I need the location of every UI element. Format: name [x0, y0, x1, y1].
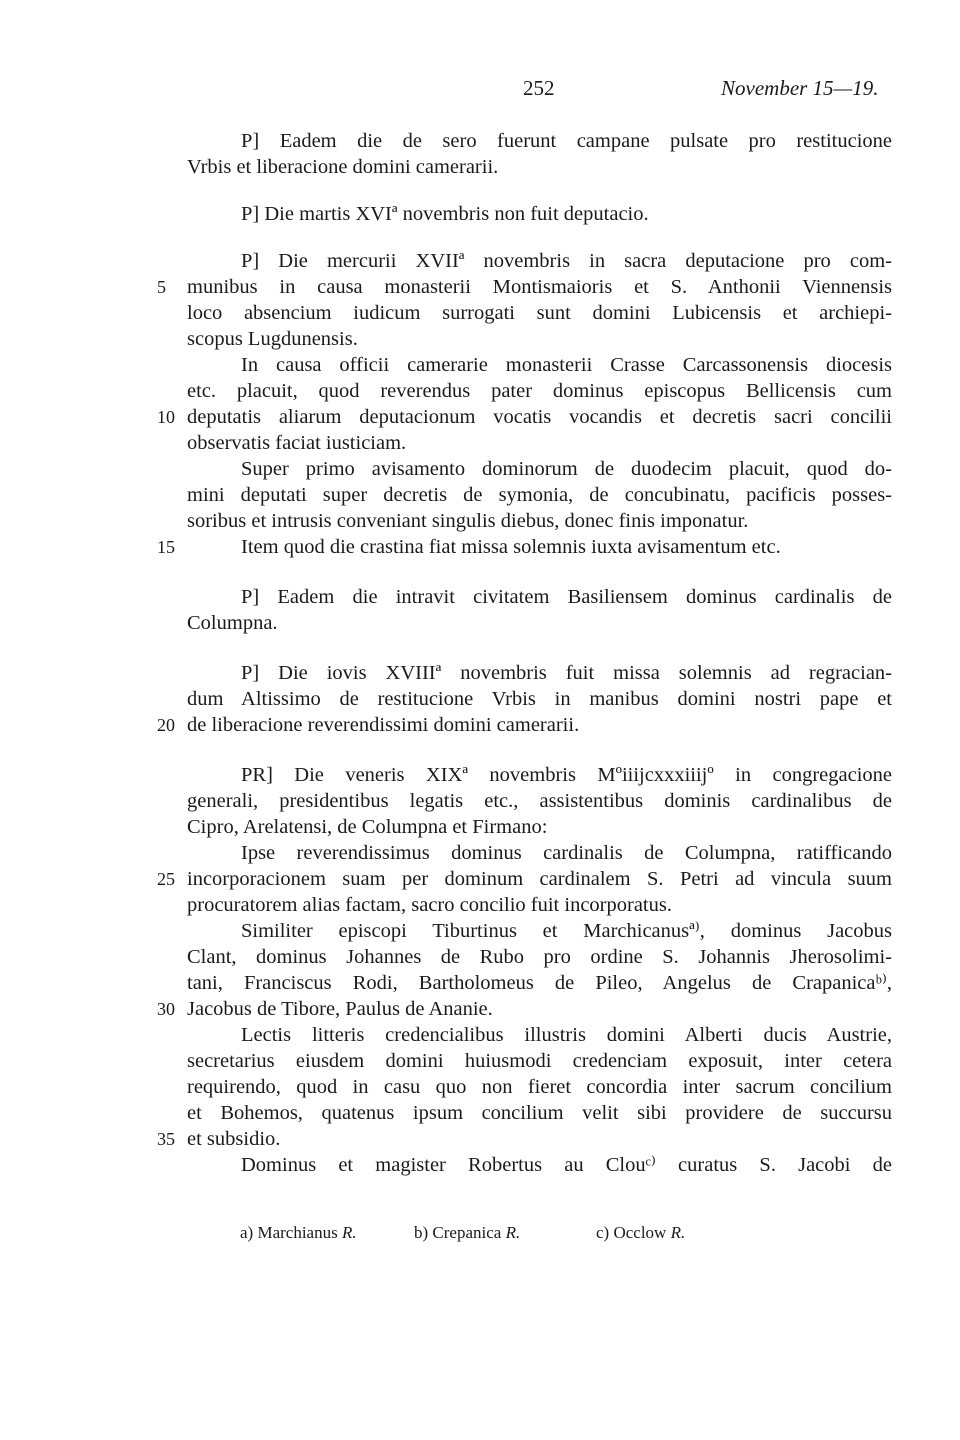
text-line [0, 1152, 960, 1178]
line-text: P] Die mercurii XVIIª novembris in sacra deputacione pro com- [241, 250, 892, 272]
footnote-source: R. [505, 1223, 521, 1242]
text-line [0, 430, 960, 456]
text-line [0, 814, 960, 840]
line-text: Ipse reverendissimus dominus cardinalis de Columpna, ratifficando [241, 842, 892, 864]
line-text: Jacobus de Tibore, Paulus de Ananie. [187, 998, 493, 1020]
text-line [0, 660, 960, 686]
footnote-mark: b) [414, 1223, 429, 1242]
line-text: Lectis litteris credencialibus illustris domini Alberti ducis Austrie, [241, 1024, 892, 1046]
footnotes [0, 1220, 960, 1246]
text-line [0, 970, 960, 996]
text-line [0, 918, 960, 944]
line-number: 15 [157, 537, 175, 557]
text-line [0, 154, 960, 180]
line-text: P] Eadem die intravit civitatem Basiliensem dominus cardinalis de [241, 586, 892, 608]
line-text: tani, Franciscus Rodi, Bartholomeus de Pileo, Angelus de Crapanicaᵇ⁾, [187, 972, 892, 994]
text-line [0, 300, 960, 326]
line-text: munibus in causa monasterii Montismaioris et S. Anthonii Viennensis [187, 276, 892, 298]
text-line [0, 892, 960, 918]
line-text: In causa officii camerarie monasterii Crasse Carcassonensis diocesis [241, 354, 892, 376]
line-text: P] Die iovis XVIIIª novembris fuit missa solemnis ad regracian- [241, 662, 892, 684]
line-text: et Bohemos, quatenus ipsum concilium velit sibi providere de succursu [187, 1102, 892, 1124]
line-text: Item quod die crastina fiat missa solemnis iuxta avisamentum etc. [241, 536, 781, 558]
text-line [0, 944, 960, 970]
line-text: soribus et intrusis conveniant singulis diebus, donec finis imponatur. [187, 510, 749, 532]
footnote [596, 1220, 685, 1246]
text-line [0, 996, 960, 1022]
line-text: mini deputati super decretis de symonia, de concubinatu, pacificis posses- [187, 484, 892, 506]
line-text: Similiter episcopi Tiburtinus et Marchicanusª⁾, dominus Jacobus [241, 920, 892, 942]
footnote-mark: a) [240, 1223, 254, 1242]
text-line [0, 1022, 960, 1048]
text-line [0, 584, 960, 610]
text-line [0, 1074, 960, 1100]
line-text: deputatis aliarum deputacionum vocatis vocandis et decretis sacri concilii [187, 406, 892, 428]
line-text: observatis faciat iusticiam. [187, 432, 407, 454]
text-line [0, 762, 960, 788]
text-line [0, 201, 960, 227]
line-text: etc. placuit, quod reverendus pater dominus episcopus Bellicensis cum [187, 380, 892, 402]
footnote [414, 1220, 520, 1246]
text-line [0, 610, 960, 636]
line-text: dum Altissimo de restitucione Vrbis in manibus domini nostri pape et [187, 688, 892, 710]
text-line [0, 128, 960, 154]
text-line [0, 534, 960, 560]
text-line [0, 1126, 960, 1152]
line-text: PR] Die veneris XIXª novembris Mºiiijcxxxiiijº in congregacione [241, 764, 892, 786]
line-text: Vrbis et liberacione domini camerarii. [187, 156, 499, 178]
footnote-word: Occlow [613, 1223, 667, 1242]
text-line [0, 326, 960, 352]
line-number: 10 [157, 407, 175, 427]
footnote-word: Marchianus [257, 1223, 338, 1242]
footnote [240, 1220, 357, 1246]
footnote-source: R. [341, 1223, 357, 1242]
line-number: 35 [157, 1129, 175, 1149]
line-text: secretarius eiusdem domini huiusmodi credenciam exposuit, inter cetera [187, 1050, 892, 1072]
running-head: November 15—19. [721, 76, 879, 100]
line-number: 20 [157, 715, 175, 735]
footnote-source: R. [670, 1223, 686, 1242]
text-line [0, 508, 960, 534]
line-text: P] Eadem die de sero fuerunt campane pulsate pro restitucione [241, 130, 892, 152]
line-text: Columpna. [187, 612, 278, 634]
text-line [0, 274, 960, 300]
text-line [0, 352, 960, 378]
text-line [0, 686, 960, 712]
text-line [0, 404, 960, 430]
line-text: et subsidio. [187, 1128, 281, 1150]
line-text: procuratorem alias factam, sacro concilio fuit incorporatus. [187, 894, 672, 916]
line-text: Dominus et magister Robertus au Clouᶜ⁾ curatus S. Jacobi de [241, 1154, 892, 1176]
page-number: 252 [523, 76, 555, 100]
text-line [0, 378, 960, 404]
text-line [0, 1048, 960, 1074]
text-line [0, 456, 960, 482]
line-text: Cipro, Arelatensi, de Columpna et Firmano: [187, 816, 548, 838]
text-line [0, 866, 960, 892]
text-line [0, 788, 960, 814]
line-number: 25 [157, 869, 175, 889]
text-line [0, 840, 960, 866]
text-line [0, 248, 960, 274]
footnote-word: Crepanica [432, 1223, 502, 1242]
line-text: generali, presidentibus legatis etc., assistentibus dominis cardinalibus de [187, 790, 892, 812]
text-line [0, 712, 960, 738]
line-text: Super primo avisamento dominorum de duodecim placuit, quod do- [241, 458, 892, 480]
line-number: 5 [157, 277, 166, 297]
line-number: 30 [157, 999, 175, 1019]
page-header [0, 76, 960, 106]
footnote-mark: c) [596, 1223, 610, 1242]
text-line [0, 482, 960, 508]
text-line [0, 1100, 960, 1126]
line-text: requirendo, quod in casu quo non fieret concordia inter sacrum concilium [187, 1076, 892, 1098]
line-text: Clant, dominus Johannes de Rubo pro ordine S. Johannis Jherosolimi- [187, 946, 892, 968]
line-text: incorporacionem suam per dominum cardinalem S. Petri ad vincula suum [187, 868, 892, 890]
line-text: scopus Lugdunensis. [187, 328, 358, 350]
line-text: de liberacione reverendissimi domini camerarii. [187, 714, 580, 736]
line-text: loco absencium iudicum surrogati sunt domini Lubicensis et archiepi- [187, 302, 892, 324]
line-text: P] Die martis XVIª novembris non fuit deputacio. [241, 203, 649, 225]
